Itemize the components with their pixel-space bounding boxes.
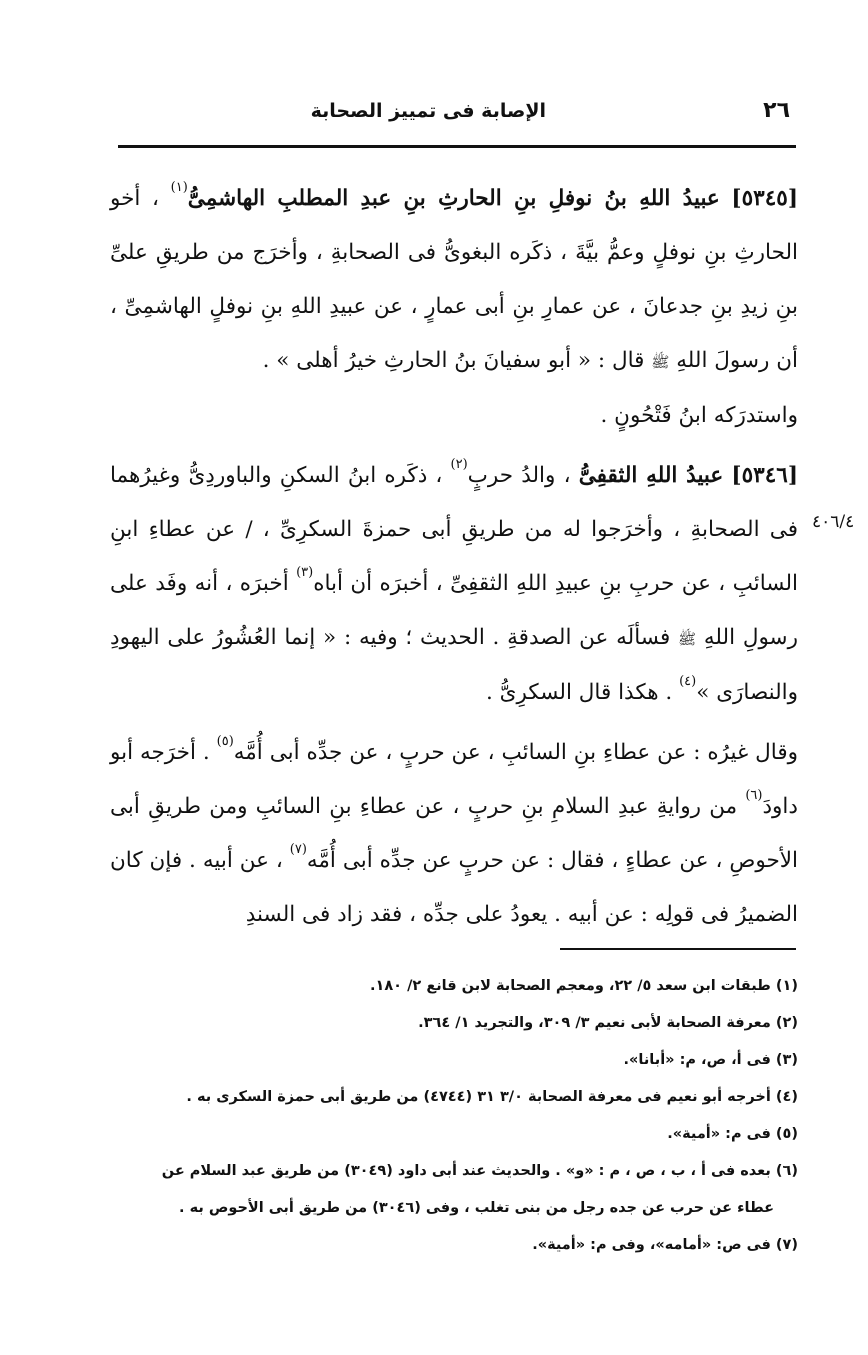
margin-page-reference: ٤٠٦/٤	[812, 512, 855, 532]
text-segment: قال : « أبو سفيانَ بنُ الحارثِ خيرُ أهلى » .	[262, 348, 645, 373]
footnote-7: (٧) فى ص: «أمامه»، وفى م: «أمية».	[532, 1237, 798, 1253]
entry-5345	[110, 172, 798, 443]
text-segment: أخو الحارثِ بنِ نوفلٍ وعمُّ بيَّةَ ، ذكَره البغوىُّ فى الصحابةِ ، وأخرَج من طريقِ	[110, 186, 798, 265]
footnote-ref: (٥)	[216, 734, 234, 749]
salutation-glyph: ﷺ	[678, 630, 697, 648]
footnotes	[118, 968, 798, 1264]
footnote-6-line-1: (٦) بعده فى أ ، ب ، ص ، م : «و» . والحديث عند أبى داود (٣٠٤٩) من طريق عبد السلام عن	[161, 1163, 798, 1179]
text-segment: أبيه . فإن كان الضميرُ فى قولِه : عن أبيه . يعودُ على جدِّه ، فقد زاد فى السندِ	[110, 848, 798, 927]
text-segment: من روايةِ عبدِ السلامِ بنِ حربٍ ، عن عطاءِ بنِ السائبِ ومن	[209, 794, 738, 819]
text-segment: ، عن	[239, 848, 283, 873]
footnote-2: (٢) معرفة الصحابة لأبى نعيم ٣/ ٣٠٩، والتجريد ١/ ٣٦٤.	[418, 1015, 798, 1031]
entry-number: [٥٣٤٦]	[731, 463, 798, 488]
page-number: ٢٦	[763, 98, 790, 123]
footnote-ref: (٣)	[296, 565, 314, 580]
footnote-separator	[560, 948, 796, 950]
text-segment: الهاشمِىِّ ، أن رسولَ اللهِ	[110, 294, 798, 373]
text-segment: واستدرَكه ابنُ فَتْحُونٍ .	[600, 403, 798, 428]
running-title: الإصابة فى تمييز الصحابة	[310, 100, 546, 122]
text-segment: ابنِ السائبِ ، عن حربِ بنِ عبيدِ اللهِ الثقفِىِّ ، أخبرَه أن أباه	[110, 517, 798, 596]
text-segment: وقال غيرُه : عن عطاءِ بنِ السائبِ ، عن حربٍ ، عن جدِّه أبى أُمَّه	[233, 740, 798, 765]
entry-name: عبيدُ اللهِ الثقفِىُّ	[578, 463, 724, 488]
footnote-ref: (٢)	[450, 457, 468, 472]
text-segment: ،	[152, 186, 159, 211]
footnote-6-line-2: عطاء عن حرب عن جده رجل من بنى تغلب ، وفى (٣٠٤٦) من طريق أبى الأحوص به .	[179, 1200, 774, 1216]
salutation-glyph: ﷺ	[651, 353, 670, 371]
footnote-1: (١) طبقات ابن سعد ٥/ ٢٢، ومعجم الصحابة لابن قانع ٢/ ١٨٠.	[369, 978, 798, 994]
text-segment: . هكذا قال السكرِىُّ .	[486, 680, 673, 705]
page-header	[118, 98, 796, 132]
entry-number: [٥٣٤٥]	[731, 186, 798, 211]
text-segment: على رسولِ اللهِ	[110, 571, 798, 650]
footnote-6	[118, 1153, 798, 1227]
text-segment: أخرَجه أبو داودَ	[110, 740, 798, 819]
text-segment: علىِّ بنِ زيدِ بنِ جدعانَ ، عن عمارِ بنِ أبى عمارٍ ، عن عبيدِ اللهِ بنِ نوفلٍ	[110, 240, 799, 319]
text-segment: وغيرُهما فى الصحابةِ ، وأخرَجوا له من طريقِ أبى حمزةَ السكرِىِّ ، / عن عطاءِ	[110, 463, 798, 542]
footnote-ref: (١)	[170, 180, 188, 195]
footnote-4: (٤) أخرجه أبو نعيم فى معرفة الصحابة ٣/٠ ٣١ (٤٧٤٤) من طريق أبى حمزة السكرى به .	[186, 1089, 798, 1105]
text-segment: أخبرَه ، أنه وفَد	[155, 571, 289, 596]
text-segment: اليهودِ والنصارَى »	[110, 625, 798, 705]
footnote-ref: (٧)	[289, 842, 307, 857]
entry-5346	[110, 449, 798, 720]
text-segment: ، ذكَره ابنُ السكنِ والباوردِىُّ	[188, 463, 443, 488]
text-segment: طريقِ أبى الأحوصِ ، عن عطاءٍ ، فقال : عن حربٍ عن جدِّه أبى أُمَّه	[110, 794, 798, 873]
text-segment: .	[202, 740, 210, 765]
footnote-5: (٥) فى م: «أمية».	[667, 1126, 798, 1142]
main-text	[110, 172, 798, 942]
footnote-ref: (٦)	[745, 788, 763, 803]
text-segment: ، والدُ حربٍ	[467, 463, 571, 488]
entry-name: عبيدُ اللهِ بنُ نوفلِ بنِ الحارثِ بنِ عبدِ المطلبِ الهاشمِىُّ	[187, 186, 720, 211]
header-rule	[118, 145, 796, 148]
text-segment: فسألَه عن الصدقةِ . الحديث ؛ وفيه : « إنما العُشُورُ على	[167, 625, 671, 650]
footnote-3: (٣) فى أ، ص، م: «أبانا».	[623, 1052, 798, 1068]
footnote-ref: (٤)	[679, 674, 697, 689]
entry-5346-continued	[110, 726, 798, 942]
